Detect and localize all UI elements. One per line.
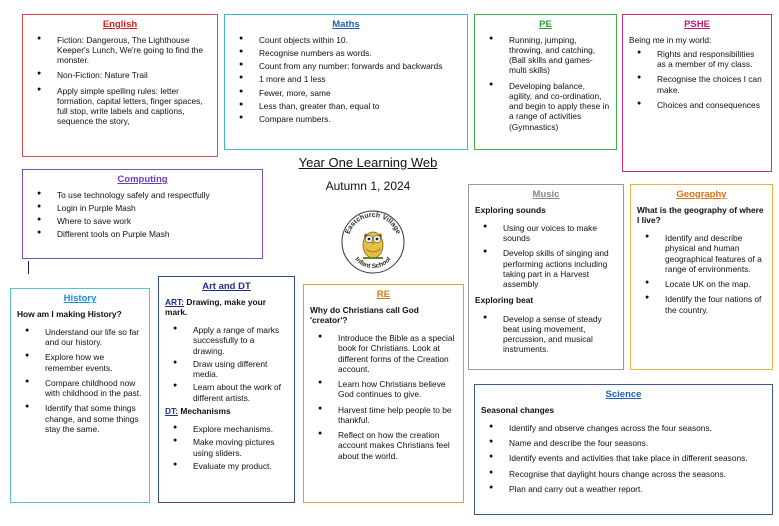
history-title: History	[63, 293, 97, 304]
list-item: ● Identify and observe changes across the four seasons.	[481, 423, 766, 433]
science-subtitle: Seasonal changes	[481, 404, 555, 415]
list-item: ● Introduce the Bible as a special book for Christians. Look at different forms of the Creation account.	[310, 333, 457, 374]
science-box	[474, 384, 773, 515]
list-item: ● Count from any number: forwards and backwards	[231, 61, 461, 71]
list-item: ● Identify and describe physical and human geographical features of a range of environments.	[637, 233, 766, 274]
list-item: ● Explore mechanisms.	[165, 424, 288, 434]
music-title: Music	[532, 189, 560, 200]
music-subtitle-1: Exploring sounds	[475, 204, 546, 215]
list-item: ● Fiction: Dangerous, The Lighthouse Keeper's Lunch, We're going to find the monster.	[29, 35, 211, 66]
list-item: ● Apply simple spelling rules: letter formation, capital letters, finger spaces, full stop, write labels and captions, sequence the story,	[29, 86, 211, 127]
music-list-1	[475, 223, 617, 290]
pshe-subtitle: Being me in my world:	[629, 34, 712, 45]
science-list	[481, 423, 766, 494]
pshe-list	[629, 49, 765, 110]
pe-title: PE	[539, 19, 552, 30]
list-item: ● Login in Purple Mash	[29, 203, 256, 213]
list-item: ● Identify the four nations of the country.	[637, 294, 766, 315]
dt-heading-text: Mechanisms	[180, 405, 231, 416]
list-item: ● Running, jumping, throwing, and catching, (Ball skills and games-multi skills)	[481, 35, 610, 76]
music-list-2	[475, 314, 617, 355]
list-item: ● Understand our life so far and our history.	[17, 327, 143, 348]
list-item: ● Recognise the choices I can make.	[629, 74, 765, 95]
list-item: ● Identify events and activities that take place in different seasons.	[481, 453, 766, 463]
dt-list	[165, 424, 288, 471]
history-box	[10, 288, 150, 503]
list-item: ● Name and describe the four seasons.	[481, 438, 766, 448]
list-item: ● Where to save work	[29, 216, 256, 226]
geography-list	[637, 233, 766, 315]
maths-list	[231, 35, 461, 125]
list-item: ● Rights and responsibilities as a member of my class.	[629, 49, 765, 70]
list-item: ● Fewer, more, same	[231, 88, 461, 98]
list-item: ● Recognise that daylight hours change across the seasons.	[481, 469, 766, 479]
list-item: ● Recognise numbers as words.	[231, 48, 461, 58]
pshe-box	[622, 14, 772, 172]
logo-text-top: Eastchurch Village	[344, 211, 402, 236]
list-item: ● Develop skills of singing and performing actions including taking part in a Harvest assembly	[475, 248, 617, 289]
term-label: Autumn 1, 2024	[325, 179, 411, 193]
english-list	[29, 35, 211, 127]
list-item: ● Explore how we remember events.	[17, 352, 143, 373]
list-item: ● 1 more and 1 less	[231, 74, 461, 84]
list-item: ● Less than, greater than, equal to	[231, 101, 461, 111]
music-subtitle-2: Exploring beat	[475, 295, 534, 306]
list-item: ● Different tools on Purple Mash	[29, 229, 256, 239]
page-title: Year One Learning Web	[298, 155, 438, 170]
list-item: ● Using our voices to make sounds	[475, 223, 617, 244]
art-heading	[165, 297, 288, 318]
computing-list	[29, 190, 256, 240]
list-item: ● Learn how Christians believe God continues to give.	[310, 379, 457, 400]
history-subtitle: How am I making History?	[17, 308, 122, 319]
english-box	[22, 14, 218, 157]
list-item: ● Apply a range of marks successfully to a drawing.	[165, 325, 288, 356]
pe-list	[481, 35, 610, 132]
re-list	[310, 333, 457, 461]
geography-title: Geography	[676, 189, 727, 200]
list-item: ● Draw using different media.	[165, 359, 288, 380]
re-subtitle: Why do Christians call God 'creator'?	[310, 304, 419, 325]
list-item: ● Learn about the work of different artists.	[165, 382, 288, 403]
computing-box	[22, 169, 263, 259]
art-dt-title: Art and DT	[202, 281, 251, 292]
logo-text-bottom: Infant School	[353, 255, 393, 271]
list-item: ● Compare numbers.	[231, 114, 461, 124]
list-item: ● Compare childhood now with childhood in the past.	[17, 378, 143, 399]
re-title: RE	[376, 289, 391, 300]
list-item: ● Evaluate my product.	[165, 461, 288, 471]
list-item: ● Harvest time help people to be thankful.	[310, 405, 457, 426]
dt-heading	[165, 406, 288, 416]
list-item: ● Non-Fiction: Nature Trail	[29, 70, 211, 80]
maths-box	[224, 14, 468, 150]
list-item: ● Choices and consequences	[629, 100, 765, 110]
dt-label: DT:	[165, 405, 179, 416]
pe-box	[474, 14, 617, 150]
art-list	[165, 325, 288, 403]
list-item: ● Make moving pictures using sliders.	[165, 437, 288, 458]
list-item: ● To use technology safely and respectfully	[29, 190, 256, 200]
pshe-title: PSHE	[684, 19, 710, 30]
geography-subtitle: What is the geography of where I live?	[637, 204, 764, 225]
school-logo	[340, 209, 406, 275]
list-item: ● Count objects within 10.	[231, 35, 461, 45]
list-item: ● Identify that some things change, and some things stay the same.	[17, 403, 143, 434]
english-title: English	[102, 19, 138, 30]
maths-title: Maths	[332, 19, 360, 30]
text-cursor	[28, 261, 29, 274]
list-item: ● Develop a sense of steady beat using movement, percussion, and musical instruments.	[475, 314, 617, 355]
list-item: ● Developing balance, agility, and co-ordination, and begin to apply these in a range of activities (Gymnastics)	[481, 81, 610, 132]
computing-title: Computing	[117, 174, 168, 185]
geography-box	[630, 184, 773, 370]
science-title: Science	[605, 389, 642, 400]
art-label: ART:	[165, 296, 185, 307]
art-dt-box	[158, 276, 295, 503]
music-box	[468, 184, 624, 370]
art-heading-text: Drawing, make your mark.	[165, 296, 266, 317]
list-item: ● Plan and carry out a weather report.	[481, 484, 766, 494]
list-item: ● Locate UK on the map.	[637, 279, 766, 289]
list-item: ● Reflect on how the creation account makes Christians feel about the world.	[310, 430, 457, 461]
history-list	[17, 327, 143, 434]
re-box	[303, 284, 464, 503]
